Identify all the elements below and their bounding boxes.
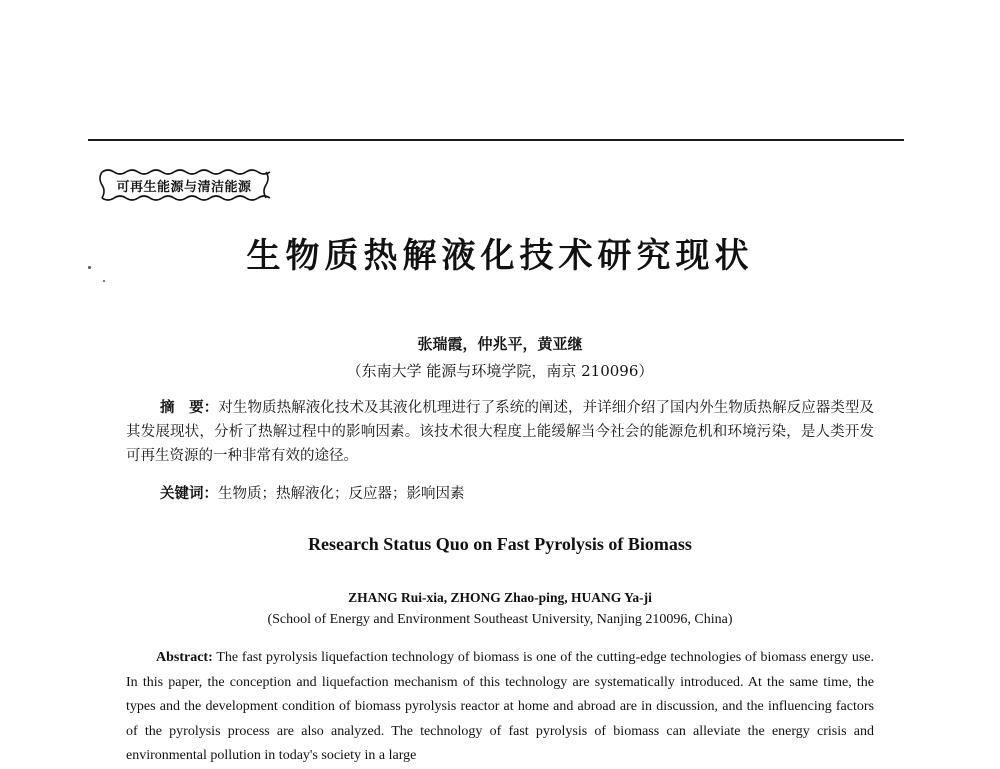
section-tag-label: 可再生能源与清洁能源 [116, 179, 252, 195]
paper-title-en: Research Status Quo on Fast Pyrolysis of Biomass [308, 534, 692, 554]
abstract-en [126, 646, 874, 769]
affiliation-en: (School of Energy and Environment Southeast University, Nanjing 210096, China) [267, 612, 733, 627]
abstract-cn-label: 摘 要： [160, 400, 219, 416]
stray-dot [88, 266, 91, 269]
affiliation-cn: （东南大学 能源与环境学院，南京 210096） [346, 362, 654, 380]
section-tag [96, 166, 272, 204]
abstract-en-text: The fast pyrolysis liquefaction technology of biomass is one of the cutting-edge technologies of biomass energy use. In this paper, the conception and liquefaction mechanism of this technology are systematically introduced. At the same time, the types and the development condition of biomass pyrolysis reactor at home and abroad are in discussion, and the influencing factors of the pyrolysis process are also analyzed. The technology of fast pyrolysis of biomass can alleviate the energy crisis and environmental pollution in today's society in a large [126, 650, 874, 763]
abstract-en-label: Abstract: [156, 650, 213, 665]
keywords-cn [160, 482, 465, 503]
header-rule [88, 139, 904, 141]
paper-title-cn: 生物质热解液化技术研究现状 [246, 236, 754, 276]
authors-en: ZHANG Rui-xia, ZHONG Zhao-ping, HUANG Ya-ji [348, 590, 652, 605]
authors-cn: 张瑞霞，仲兆平，黄亚继 [417, 335, 583, 353]
stray-dot [103, 280, 105, 282]
abstract-cn-text: 对生物质热解液化技术及其液化机理进行了系统的阐述，并详细介绍了国内外生物质热解反应器类型及其发展现状，分析了热解过程中的影响因素。该技术很大程度上能缓解当今社会的能源危机和环境污染，是人类开发可再生资源的一种非常有效的途径。 [126, 400, 875, 464]
keywords-cn-text: 生物质；热解液化；反应器；影响因素 [218, 486, 465, 502]
abstract-cn [126, 396, 874, 468]
keywords-cn-label: 关键词： [160, 486, 218, 502]
